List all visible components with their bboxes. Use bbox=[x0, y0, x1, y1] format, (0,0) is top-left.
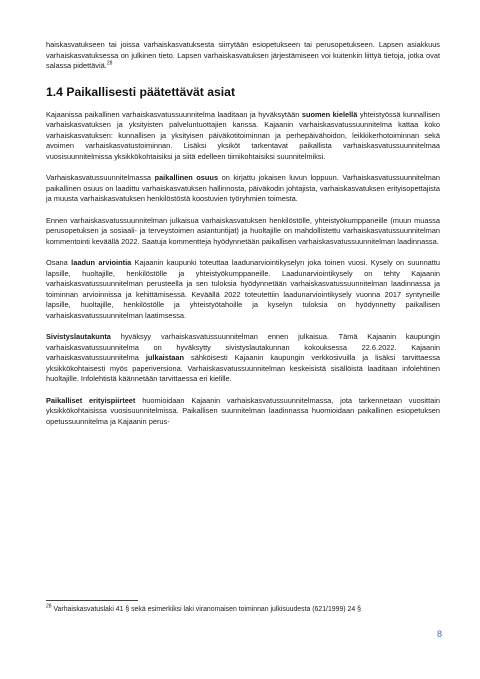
footnote-number: 28 bbox=[46, 603, 52, 610]
paragraph-text: hyväksyy varhaiskasvatussuunnitelman ennen julkaisua. Tämä Kajaanin kaupungin varhaiskasvatussuunnitelma on hyväksytty sivistyslautakunnan kokouksessa 22.6.2022. Kajaanin varhaiskasvatussuunnitelma bbox=[46, 332, 440, 362]
paragraph-text: Ennen varhaiskasvatussuunnitelman julkaisua varhaiskasvatuksen henkilöstölle, yhteistyökumppaneille (muun muassa perusopetuksen ja sosiaali- ja terveystoimen asiantuntijat) ja huoltajille on mahdollistettu varhaiskasvatussuunnitelman kommentointi keväällä 2022. Saatuja kommentteja hyödynnetään paikallisen varhaiskasvatussuunnitelman laadinnassa. bbox=[46, 215, 440, 246]
paragraph-text: Varhaiskasvatussuunnitelmassa bbox=[46, 173, 155, 182]
intro-paragraph bbox=[46, 40, 440, 72]
section-heading: 1.4 Paikallisesti päätettävät asiat bbox=[46, 84, 236, 99]
bold-term: Paikalliset erityispiirteet bbox=[46, 395, 136, 405]
footnote-ref: 28 bbox=[106, 60, 113, 67]
paragraph-text: Osana bbox=[46, 258, 72, 267]
page-number: 8 bbox=[437, 629, 443, 639]
footnote-text: Varhaiskasvatuslaki 41 § sekä esimerkiksi laki viranomaisen toiminnan julkisuudesta (621/1999) 24 § bbox=[51, 606, 361, 613]
paragraph-4 bbox=[46, 258, 440, 321]
paragraph-text: on kirjattu jokaisen luvun loppuun. Varhaiskasvatussuunnitelman paikallinen osuus on laadittu varhaiskasvatuksen hallinnosta, päiväkodin johtajista, varhaiskasvatuksen erityisopettajista ja muusta varhaiskasvatuksen henkilöstöstä koostuvien työryhmien toimesta. bbox=[46, 173, 440, 203]
bold-term: Sivistyslautakunta bbox=[46, 332, 111, 341]
paragraph-1 bbox=[46, 110, 440, 163]
paragraph-text: sähköisesti Kajaanin kaupungin verkkosivuilla ja lisäksi tarvittaessa yksikkökohtaisesti myös paperiversiona. Varhaiskasvatussuunnitelman keskeisistä sisällöistä laaditaan infolehtinen huoltajille. Infolehtistä käännetään tarvittaessa eri kielille. bbox=[46, 353, 441, 383]
page-content bbox=[46, 40, 440, 427]
paragraph-text: huomioidaan Kajaanin varhaiskasvatussuunnitelmassa, jota tarkennetaan vuosittain yksikkökohtaisissa vuosisuunnitelmissa. Paikallisen suunnitelman laadinnassa huomioidaan paikallinen esiopetuksen opetussuunnitelma ja Kajaanin perus- bbox=[46, 395, 441, 426]
intro-text: haiskasvatukseen tai joissa varhaiskasvatuksesta siirrytään esiopetukseen tai perusopetukseen. Lapsen asiakkuus varhaiskasvatuksessa on julkinen tieto. Lapsen varhaiskasvatuksen järjestämiseen voi kuitenkin liittyä tietoja, jotka ovat salassa pidettäviä. bbox=[46, 40, 440, 70]
bold-term: laadun arviointia bbox=[71, 258, 132, 267]
paragraph-text: Kajaanin kaupunki toteuttaa laadunarviointikyselyn joka toinen vuosi. Kysely on suunnattu lapsille, huoltajille, henkilöstölle ja yhteistyökumppaneille. Laadunarviointikysely on tehty Kajaanin varhaiskasvatussuunnitelman perusteella ja sen tuloksia hyödynnetään varhaiskasvatussuunnitelman laadinnassa ja toiminnan arvioinnissa ja kehittämisessä. Keväällä 2022 toteutettiin laadunarviointikysely vuonna 2017 syntyneille lapsille, huoltajille, henkilöstölle ja yhteistyötahoille ja kyselyn tuloksia on hyödynnetty paikallisen varhaiskasvatussuunnitelman laatimsessa. bbox=[46, 258, 441, 320]
bold-term: paikallinen osuus bbox=[154, 173, 219, 182]
paragraph-6 bbox=[46, 396, 440, 428]
bold-term: suomen kielellä bbox=[301, 109, 358, 119]
paragraph-3 bbox=[46, 216, 440, 248]
paragraph-text: Kajaanissa paikallinen varhaiskasvatussuunnitelma laaditaan ja hyväksytään bbox=[46, 109, 302, 119]
paragraph-5 bbox=[46, 332, 440, 385]
footnote bbox=[46, 605, 440, 615]
paragraph-2 bbox=[46, 173, 440, 205]
bold-term: julkaistaan bbox=[145, 353, 185, 362]
paragraph-text: yhteistyössä kunnallisen varhaiskasvatuksen ja yksityisten palveluntuottajien kanssa. Kajaanin varhaiskasvatussuunnitelma kattaa koko varhaiskasvatuksen: kunnallisen ja yksityisen päiväkotitoiminnan ja perhepäivähoidon, leikkikerhotoiminnan sekä avoimen varhaiskasvatustoiminnan. Lisäksi yksiköt tarkentavat paikallista varhaiskasvatussuunnitelmaa vuosisuunnitelmissa yksikkökohtaisiksi ja siitä edelleen tiimikohtaisiksi suunnitelmiksi. bbox=[46, 109, 441, 161]
footnote-divider bbox=[46, 600, 138, 601]
